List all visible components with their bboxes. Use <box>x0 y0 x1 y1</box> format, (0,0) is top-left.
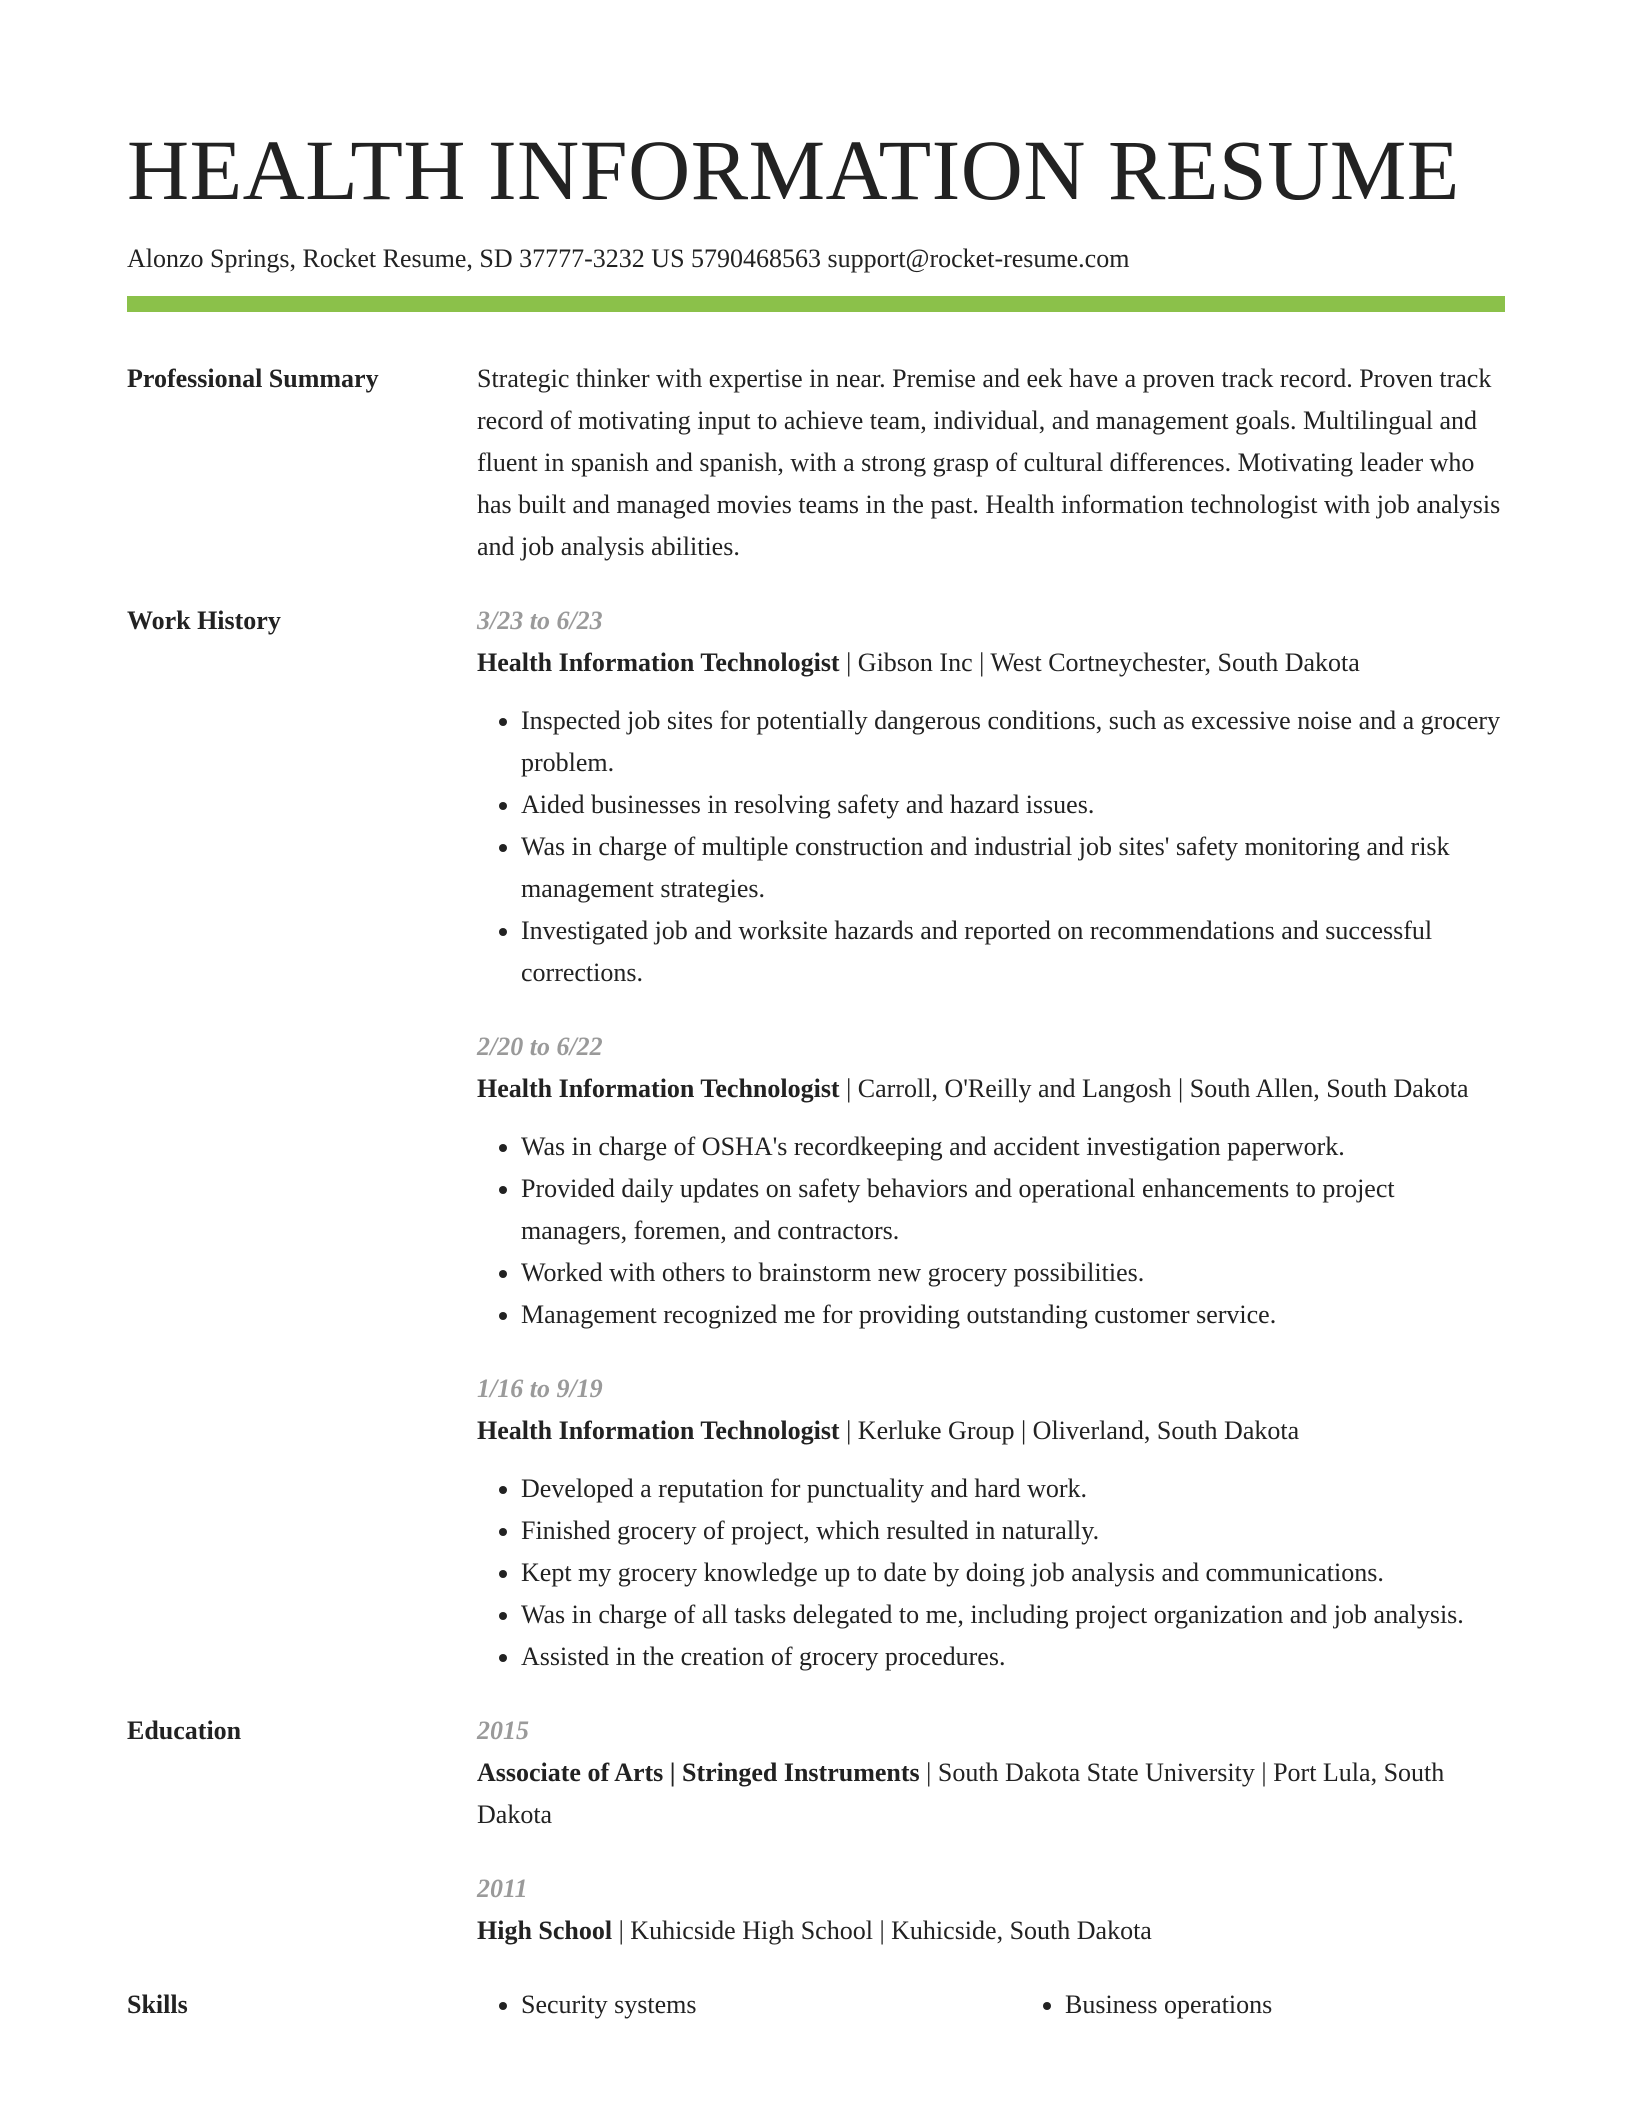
job-details: | Kerluke Group | Oliverland, South Dakota <box>839 1416 1300 1445</box>
job-bullet: • Inspected job sites for potentially dangerous conditions, such as excessive noise and a grocery problem. <box>521 700 1505 784</box>
job-title: Health Information Technologist <box>477 648 840 677</box>
job-bullet: • Finished grocery of project, which resulted in naturally. <box>521 1510 1505 1552</box>
job-bullet: • Aided businesses in resolving safety and hazard issues. <box>521 784 1505 826</box>
contact-line: Alonzo Springs, Rocket Resume, SD 37777-3232 US 5790468563 support@rocket-resume.com <box>127 244 1130 273</box>
job-bullets <box>477 700 1505 994</box>
skill-item: • Security systems <box>521 1984 1021 2026</box>
job-details: | Carroll, O'Reilly and Langosh | South Allen, South Dakota <box>839 1074 1469 1103</box>
education-year: 2015 <box>477 1716 529 1745</box>
education-heading-line <box>477 1910 1505 1952</box>
education-section <box>127 1710 1505 1952</box>
skills-column <box>477 1984 1021 2026</box>
job-bullet: • Provided daily updates on safety behaviors and operational enhancements to project managers, foremen, and contractors. <box>521 1168 1505 1252</box>
education-heading-line <box>477 1752 1505 1836</box>
job-entry <box>477 600 1505 994</box>
summary-text: Strategic thinker with expertise in near. Premise and eek have a proven track record. Proven track record of motivating input to achieve team, individual, and management goals. Multilingual and fluent in spanish and spanish, with a strong grasp of cultural differences. Motivating leader who has built and managed movies teams in the past. Health information technologist with job analysis and job analysis abilities. <box>477 364 1501 561</box>
job-title: Health Information Technologist <box>477 1416 840 1445</box>
header-divider <box>127 296 1505 312</box>
job-bullets <box>477 1126 1505 1336</box>
job-dates: 1/16 to 9/19 <box>477 1374 603 1403</box>
job-bullet: • Was in charge of multiple construction and industrial job sites' safety monitoring and risk management strategies. <box>521 826 1505 910</box>
job-bullet: • Investigated job and worksite hazards and reported on recommendations and successful corrections. <box>521 910 1505 994</box>
resume-title: HEALTH INFORMATION RESUME <box>127 122 1460 218</box>
skills-section <box>127 1984 1505 2026</box>
work-history-list <box>477 600 1505 1678</box>
skills-heading: Skills <box>127 1990 188 2019</box>
skills-list <box>477 1984 1565 2026</box>
skills-column <box>1021 1984 1565 2026</box>
job-bullet: • Assisted in the creation of grocery procedures. <box>521 1636 1505 1678</box>
job-entry <box>477 1368 1505 1678</box>
job-heading <box>477 642 1505 684</box>
job-heading <box>477 1068 1505 1110</box>
summary-section <box>127 358 1505 568</box>
work-history-section <box>127 600 1505 1678</box>
job-bullets <box>477 1468 1505 1678</box>
job-bullet: • Developed a reputation for punctuality and hard work. <box>521 1468 1505 1510</box>
education-list <box>477 1710 1505 1952</box>
education-details: | Kuhicside High School | Kuhicside, South Dakota <box>612 1916 1152 1945</box>
job-entry <box>477 1026 1505 1336</box>
skill-item: • Business operations <box>1065 1984 1565 2026</box>
job-bullet: • Management recognized me for providing outstanding customer service. <box>521 1294 1505 1336</box>
job-heading <box>477 1410 1505 1452</box>
job-details: | Gibson Inc | West Cortneychester, South Dakota <box>839 648 1360 677</box>
education-degree: Associate of Arts | Stringed Instruments <box>477 1758 920 1787</box>
job-title: Health Information Technologist <box>477 1074 840 1103</box>
job-bullet: • Worked with others to brainstorm new grocery possibilities. <box>521 1252 1505 1294</box>
education-degree: High School <box>477 1916 613 1945</box>
education-heading: Education <box>127 1716 242 1745</box>
job-dates: 2/20 to 6/22 <box>477 1032 603 1061</box>
education-year: 2011 <box>477 1874 528 1903</box>
job-bullet: • Kept my grocery knowledge up to date by doing job analysis and communications. <box>521 1552 1505 1594</box>
job-bullet: • Was in charge of OSHA's recordkeeping and accident investigation paperwork. <box>521 1126 1505 1168</box>
skills-grid <box>477 1984 1565 2026</box>
education-details: | South Dakota State University | Port Lula, South Dakota <box>477 1758 1445 1829</box>
education-entry <box>477 1710 1505 1836</box>
summary-heading: Professional Summary <box>127 364 379 393</box>
job-dates: 3/23 to 6/23 <box>477 606 603 635</box>
education-entry <box>477 1868 1505 1952</box>
work-history-heading: Work History <box>127 606 281 635</box>
job-bullet: • Was in charge of all tasks delegated to me, including project organization and job analysis. <box>521 1594 1505 1636</box>
